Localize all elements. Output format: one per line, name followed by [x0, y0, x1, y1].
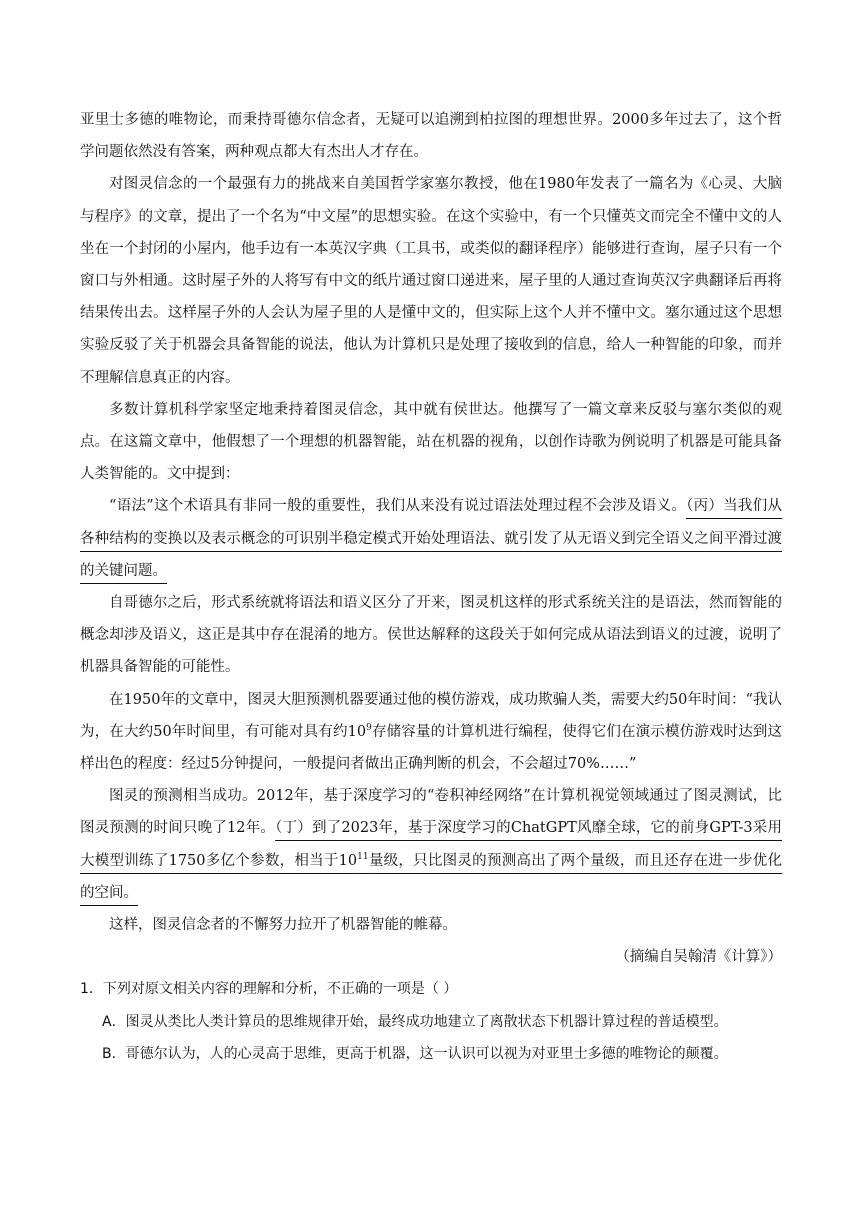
option-b: B．哥德尔认为，人的心灵高于思维，更高于机器，这一认识可以视为对亚里士多德的唯物论的颠覆。: [102, 1045, 728, 1062]
exponent-9: 9: [366, 723, 372, 734]
underlined-passage-ding-b: 量级，只比图灵的预测高出了两个量级，而且还存在进一步优化的空间。: [80, 852, 782, 901]
underlined-passage-bing: （丙）当我们从各种结构的变换以及表示概念的可识别半稳定模式开始处理语法、就引发了从无语义到完全语义之间平滑过渡的关键问题。: [80, 498, 782, 579]
paragraph-6: [80, 684, 782, 781]
exponent-11: 11: [357, 851, 369, 862]
paragraph-5: 自哥德尔之后，形式系统就将语法和语义区分了开来，图灵机这样的形式系统关注的是语法，然而智能的概念却涉及语义，这正是其中存在混淆的地方。侯世达解释的这段关于如何完成从语法到语义的过渡，说明了机器具备智能的可能性。: [80, 595, 782, 676]
paragraph-2: 对图灵信念的一个最强有力的挑战来自美国哲学家塞尔教授，他在1980年发表了一篇名为《心灵、大脑与程序》的文章，提出了一个名为“中文屋”的思想实验。在这个实验中，有一个只懂英文而完全不懂中文的人坐在一个封闭的小屋内，他手边有一本英汉字典（工具书，或类似的翻译程序）能够进行查询，屋子只有一个窗口与外相通。这时屋子外的人将写有中文的纸片通过窗口递进来，屋子里的人通过查询英汉字典翻译后再将结果传出去。这样屋子外的人会认为屋子里的人是懂中文的，但实际上这个人并不懂中文。塞尔通过这个思想实验反驳了关于机器会具备智能的说法，他认为计算机只是处理了接收到的信息，给人一种智能的印象，而并不理解信息真正的内容。: [80, 176, 782, 386]
underlined-passage-ding-a: （丁）到了2023年，基于深度学习的ChatGPT风靡全球，它的前身GPT-3采用大模型训练了1750多亿个参数，相当于10: [80, 820, 782, 869]
paragraph-3: 多数计算机科学家坚定地秉持着图灵信念，其中就有侯世达。他撰写了一篇文章来反驳与塞尔类似的观点。在这篇文章中，他假想了一个理想的机器智能，站在机器的视角，以创作诗歌为例说明了机器是可能具备人类智能的。文中提到：: [80, 401, 782, 483]
paragraph-7-text: 图灵的预测相当成功。2012年，基于深度学习的“卷积神经网络”在计算机视觉领域通过了图灵测试，比图灵预测的时间只晚了12年。: [80, 788, 782, 837]
paragraph-1: 亚里士多德的唯物论，而秉持哥德尔信念者，无疑可以追溯到柏拉图的理想世界。2000多年过去了，这个哲学问题依然没有答案，两种观点都大有杰出人才存在。: [80, 112, 782, 161]
question-1-stem: 1．下列对原文相关内容的理解和分析，不正确的一项是（ ）: [80, 981, 458, 998]
paragraph-8: 这样，图灵信念者的不懈努力拉开了机器智能的帷幕。: [109, 917, 457, 934]
quote-paragraph: [80, 490, 782, 587]
option-a: A．图灵从类比人类计算员的思维规律开始，最终成功地建立了离散状态下机器计算过程的普适模型。: [102, 1013, 728, 1030]
paragraph-6-text-b: 存储容量的计算机进行编程，使得它们在演示模仿游戏时达到这样出色的程度：经过5分钟提问，一般提问者做出正确判断的机会，不会超过70%……”: [80, 723, 783, 773]
paragraph-7: [80, 780, 782, 909]
paragraph-6-text-a: 在1950年的文章中，图灵大胆预测机器要通过他的模仿游戏，成功欺骗人类，需要大约50年时间：“我认为，在大约50年时间里，有可能对具有约10: [80, 691, 782, 740]
source-citation: （摘编自吴翰清《计算》）: [615, 949, 782, 966]
quote-text: “语法”这个术语具有非同一般的重要性，我们从来没有说过语法处理过程不会涉及语义。: [109, 498, 687, 515]
